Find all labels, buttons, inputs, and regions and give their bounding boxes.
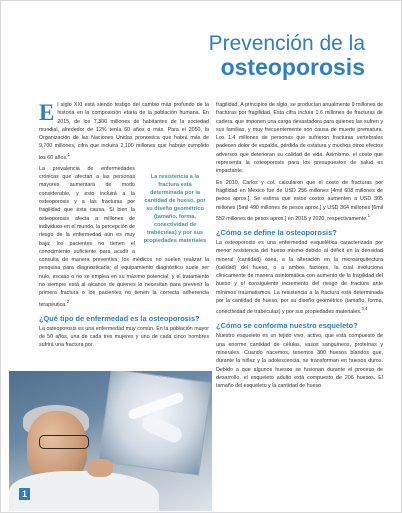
paragraph-text: En 2010, Carlos y col. calcularon que el costo de fracturas por fragilidad en México fue de USD 256 millones [4mil 608 millones de pesos aprox.]. Se estima que estos costos aumenten a USD 305 millones [5mil 490 millones de pesos aprox.] y USD 364 millones [6mil 552 millones de pesos aprox.] en 2015 y 2020, respectivamente. xyxy=(216,179,383,222)
title-line-2: osteoporosis xyxy=(220,54,365,81)
left-column xyxy=(39,101,209,353)
pull-quote: La resistencia a la fractura está determinada por la cantidad de hueso, por su diseño geométrico (tamaño, forma, conectividad de trabéculas) y por sus propiedades materiales xyxy=(143,173,207,244)
paragraph xyxy=(216,179,383,223)
drop-cap: E xyxy=(39,100,55,125)
paragraph-text: La prevalencia de enfermedades crónicas que afectan a las personas mayores aumentará de modo considerable, y esto incluirá a la osteoporosis y a las fracturas por fragilidad que ésta causa. Si bien la osteoporosis afecta a millones de individuos en el mundo, la percepción de riesgo de la enfermedad aún es muy baja; los pacientes no tienen el conocimiento suficiente para acudir a consulta de manera preventiva; los médicos no suelen realizar la pesquisa para diagnosticarla; el equipamiento diagnóstico suele ser nulo, escaso o no se emplea en su máximo potencial; y el tratamiento no siempre está al alcance de quienes lo necesitan para prevenir la primera fractura o los pacientes no tienen la correcta adherencia terapéutica. xyxy=(39,165,209,308)
doctor-coat xyxy=(9,471,159,511)
intro-text: l siglo XXI está siendo testigo del cambio más profundo de la historia en la composición etaria de la población humana. En 2015, de los 7,300 millones de habitantes de la sociedad mundial, alrededor de 12% tenía 60 años o más. Para el 2050, la Organización de las Naciones Unidas pronostica que habrá más de 9,700 millones, cifra que incluirá 2,100 millones que habrán cumplido los 60 años. xyxy=(39,102,209,161)
footnote-ref: 3,4 xyxy=(361,306,368,312)
footnote-ref: 1 xyxy=(67,151,71,157)
doctor-hand xyxy=(87,459,113,477)
paragraph xyxy=(216,239,383,316)
footnote-ref: 2 xyxy=(66,298,70,304)
intro-paragraph xyxy=(39,101,209,162)
footnote-ref: 1 xyxy=(367,212,371,218)
title-line-1: Prevención de la xyxy=(208,32,365,55)
right-column xyxy=(216,101,383,393)
page-number: 1 xyxy=(19,488,30,500)
paragraph: Nuestro esqueleto es un tejido vivo, activo, que está compuesto de una enorme cantidad de células, vasos sanguíneos, proteínas y minerales. Cuando nacemos, tenemos 300 huesos blandos que, durante la niñez y la adolescencia, se transforman en huesos duros. Debido a que algunos huesos se fusionan durante el proceso de desarrollo, el esqueleto adulto está compuesto de 206 huesos. El tamaño del esqueleto y la cantidad de hueso xyxy=(216,333,383,390)
paragraph-text: La osteoporosis es una enfermedad esquelética caracterizada por menor resistencia del hueso mismo debido al déficit en la densidad mineral (cantidad) ósea, a la alteración en la microarquitectura (calidad) del hueso, o a ambos factores, la cual evoluciona clínicamente de manera asintomática con aumento de la fragilidad del hueso y el consiguiente incremento del riesgo de fractura ante mínimos traumatismos. La resistencia a la fractura está determinada por la cantidad de hueso, por su diseño geométrico (tamaño, forma, conectividad de trabéculas) y por sus propiedades materiales. xyxy=(216,239,383,316)
section-heading: ¿Cómo se define la osteoporosis? xyxy=(216,227,337,237)
doctor-glasses xyxy=(39,435,89,449)
doctor-xray-photo xyxy=(9,371,212,511)
paragraph xyxy=(39,165,209,309)
paragraph: La osteoporosis es una enfermedad muy común. En la población mayor de 50 años, una de cada tres mujeres y uno de cada cinco hombres sufrirá una fractura por xyxy=(39,325,209,349)
section-heading: ¿Qué tipo de enfermedad es la osteoporosis? xyxy=(39,313,200,323)
section-heading: ¿Cómo se conforma nuestro esqueleto? xyxy=(216,321,358,331)
paragraph: fragilidad. A principios de siglo, se producían anualmente 9 millones de fracturas por fragilidad. Esta cifra incluía 1.6 millones de fracturas de cadera, que imponen una carga devastadora para quienes las sufren y sus familias, y muy frecuentemente son causa de muerte prematura. Los 1.4 millones de personas que sufrieron fracturas vertebrales padecen dolor de espalda, pérdida de estatura y muchos otros efectos adversos que deterioran su calidad de vida. Asimismo, el costo que representa la osteoporosis para los presupuestos de salud es impactante. xyxy=(216,102,383,175)
article-title xyxy=(209,33,365,79)
